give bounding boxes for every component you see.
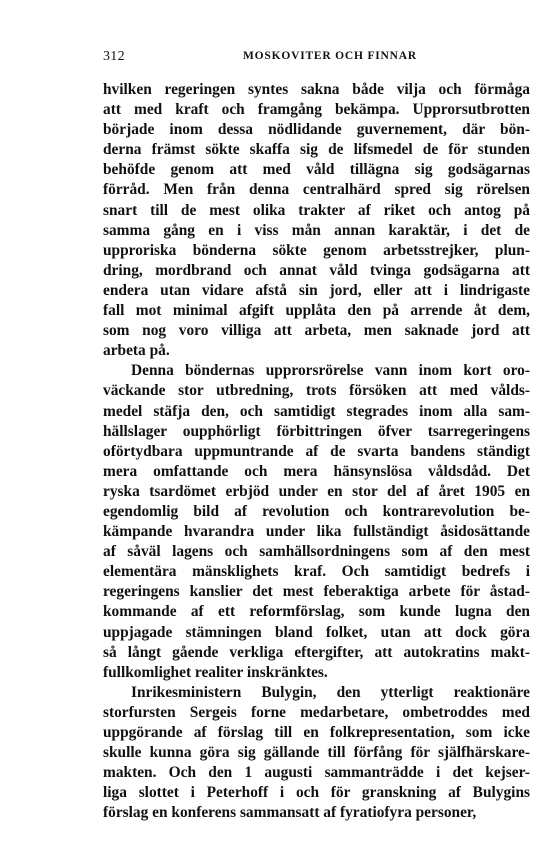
text-line: endera utan vidare afstå sin jord, eller att i lindrigaste — [103, 281, 530, 299]
paragraph — [103, 361, 530, 683]
text-line: arbeta på. — [103, 342, 170, 360]
text-line: så långt gående verkliga eftergifter, att autokratins makt- — [103, 643, 530, 661]
text-line: makten. Och den 1 augusti sammanträdde i det kejser- — [103, 764, 530, 782]
text-line: uppjagade stämningen bland folket, utan att dock göra — [103, 623, 530, 641]
text-line: kommande af ett reformförslag, som kunde lugna den — [103, 603, 530, 621]
text-line: af såväl lagens och samhällsordningens som af den mest — [103, 543, 530, 561]
text-line: skulle kunna göra sig gällande till förfång för själfhärskare- — [103, 744, 530, 762]
text-line: kämpande hvarandra under lika fullständigt åsidosättande — [103, 523, 530, 541]
page-number: 312 — [103, 49, 125, 64]
text-line: väckande stor utbredning, trots försöken att med vålds- — [103, 382, 530, 400]
text-line: egendomlig bild af revolution och kontrarevolution be- — [103, 502, 530, 520]
text-line: Inrikesministern Bulygin, den ytterligt reaktionäre — [131, 683, 530, 701]
text-line: uppgörande af förslag till en folkrepresentation, som icke — [103, 724, 530, 741]
text-line: började inom dessa nödlidande guvernement, där bön- — [103, 121, 530, 139]
paragraph — [103, 80, 530, 361]
text-line: förslag en konferens sammansatt af fyratiofyra personer, — [103, 804, 477, 822]
text-line: behöfde genom att med våld tillägna sig godsägarnas — [103, 161, 530, 179]
text-line: hvilken regeringen syntes sakna både vilja och förmåga — [103, 81, 530, 98]
text-line: regeringens kanslier det mest feberaktiga arbete för åstad- — [103, 583, 530, 601]
text-line: liga slottet i Peterhoff i och för granskning af Bulygins — [103, 784, 530, 802]
text-line: storfursten Sergeis forne medarbetare, ombetroddes med — [103, 703, 530, 721]
text-line: medel stäfja den, och samtidigt stegrades inom alla sam- — [103, 402, 530, 420]
text-line: som nog voro villiga att arbeta, men saknade jord att — [103, 322, 530, 340]
paragraph — [103, 683, 530, 824]
text-line: förråd. Men från denna centralhärd spred sig rörelsen — [103, 181, 530, 199]
text-line: samma gång en i viss mån annan karaktär, i det de — [103, 221, 530, 239]
text-line: elementära mänsklighets kraf. Och samtidigt bedrefs i — [103, 563, 530, 581]
running-title: MOSKOVITER OCH FINNAR — [243, 50, 417, 62]
text-line: oförtydbara uppmuntrande af de svarta bandens ständigt — [103, 442, 530, 460]
text-line: derna främst sökte skaffa sig de lifsmedel de för stunden — [103, 141, 530, 159]
running-head — [103, 49, 530, 69]
text-line: upproriska bönderna sökte genom arbetsstrejker, plun- — [103, 241, 530, 259]
text-line: ryska tsardömet erbjöd under en stor del af året 1905 en — [103, 482, 530, 500]
text-line: Denna böndernas upprorsrörelse vann inom kort oro- — [131, 362, 530, 380]
text-line: mera omfattande och mera hänsynslösa våldsdåd. Det — [103, 462, 530, 480]
text-line: hällslager oupphörligt förbittringen öfver tsarregeringens — [103, 422, 530, 440]
text-line: snart till de mest olika trakter af riket och antog på — [103, 201, 530, 219]
body-text — [103, 80, 530, 823]
text-line: fullkomlighet realiter inskränktes. — [103, 663, 328, 681]
text-line: dring, mordbrand och annat våld tvinga godsägarna att — [103, 261, 530, 279]
text-line: fall mot minimal afgift upplåta den på arrende åt dem, — [103, 302, 530, 320]
text-line: att med kraft och framgång bekämpa. Upprorsutbrotten — [103, 101, 530, 119]
